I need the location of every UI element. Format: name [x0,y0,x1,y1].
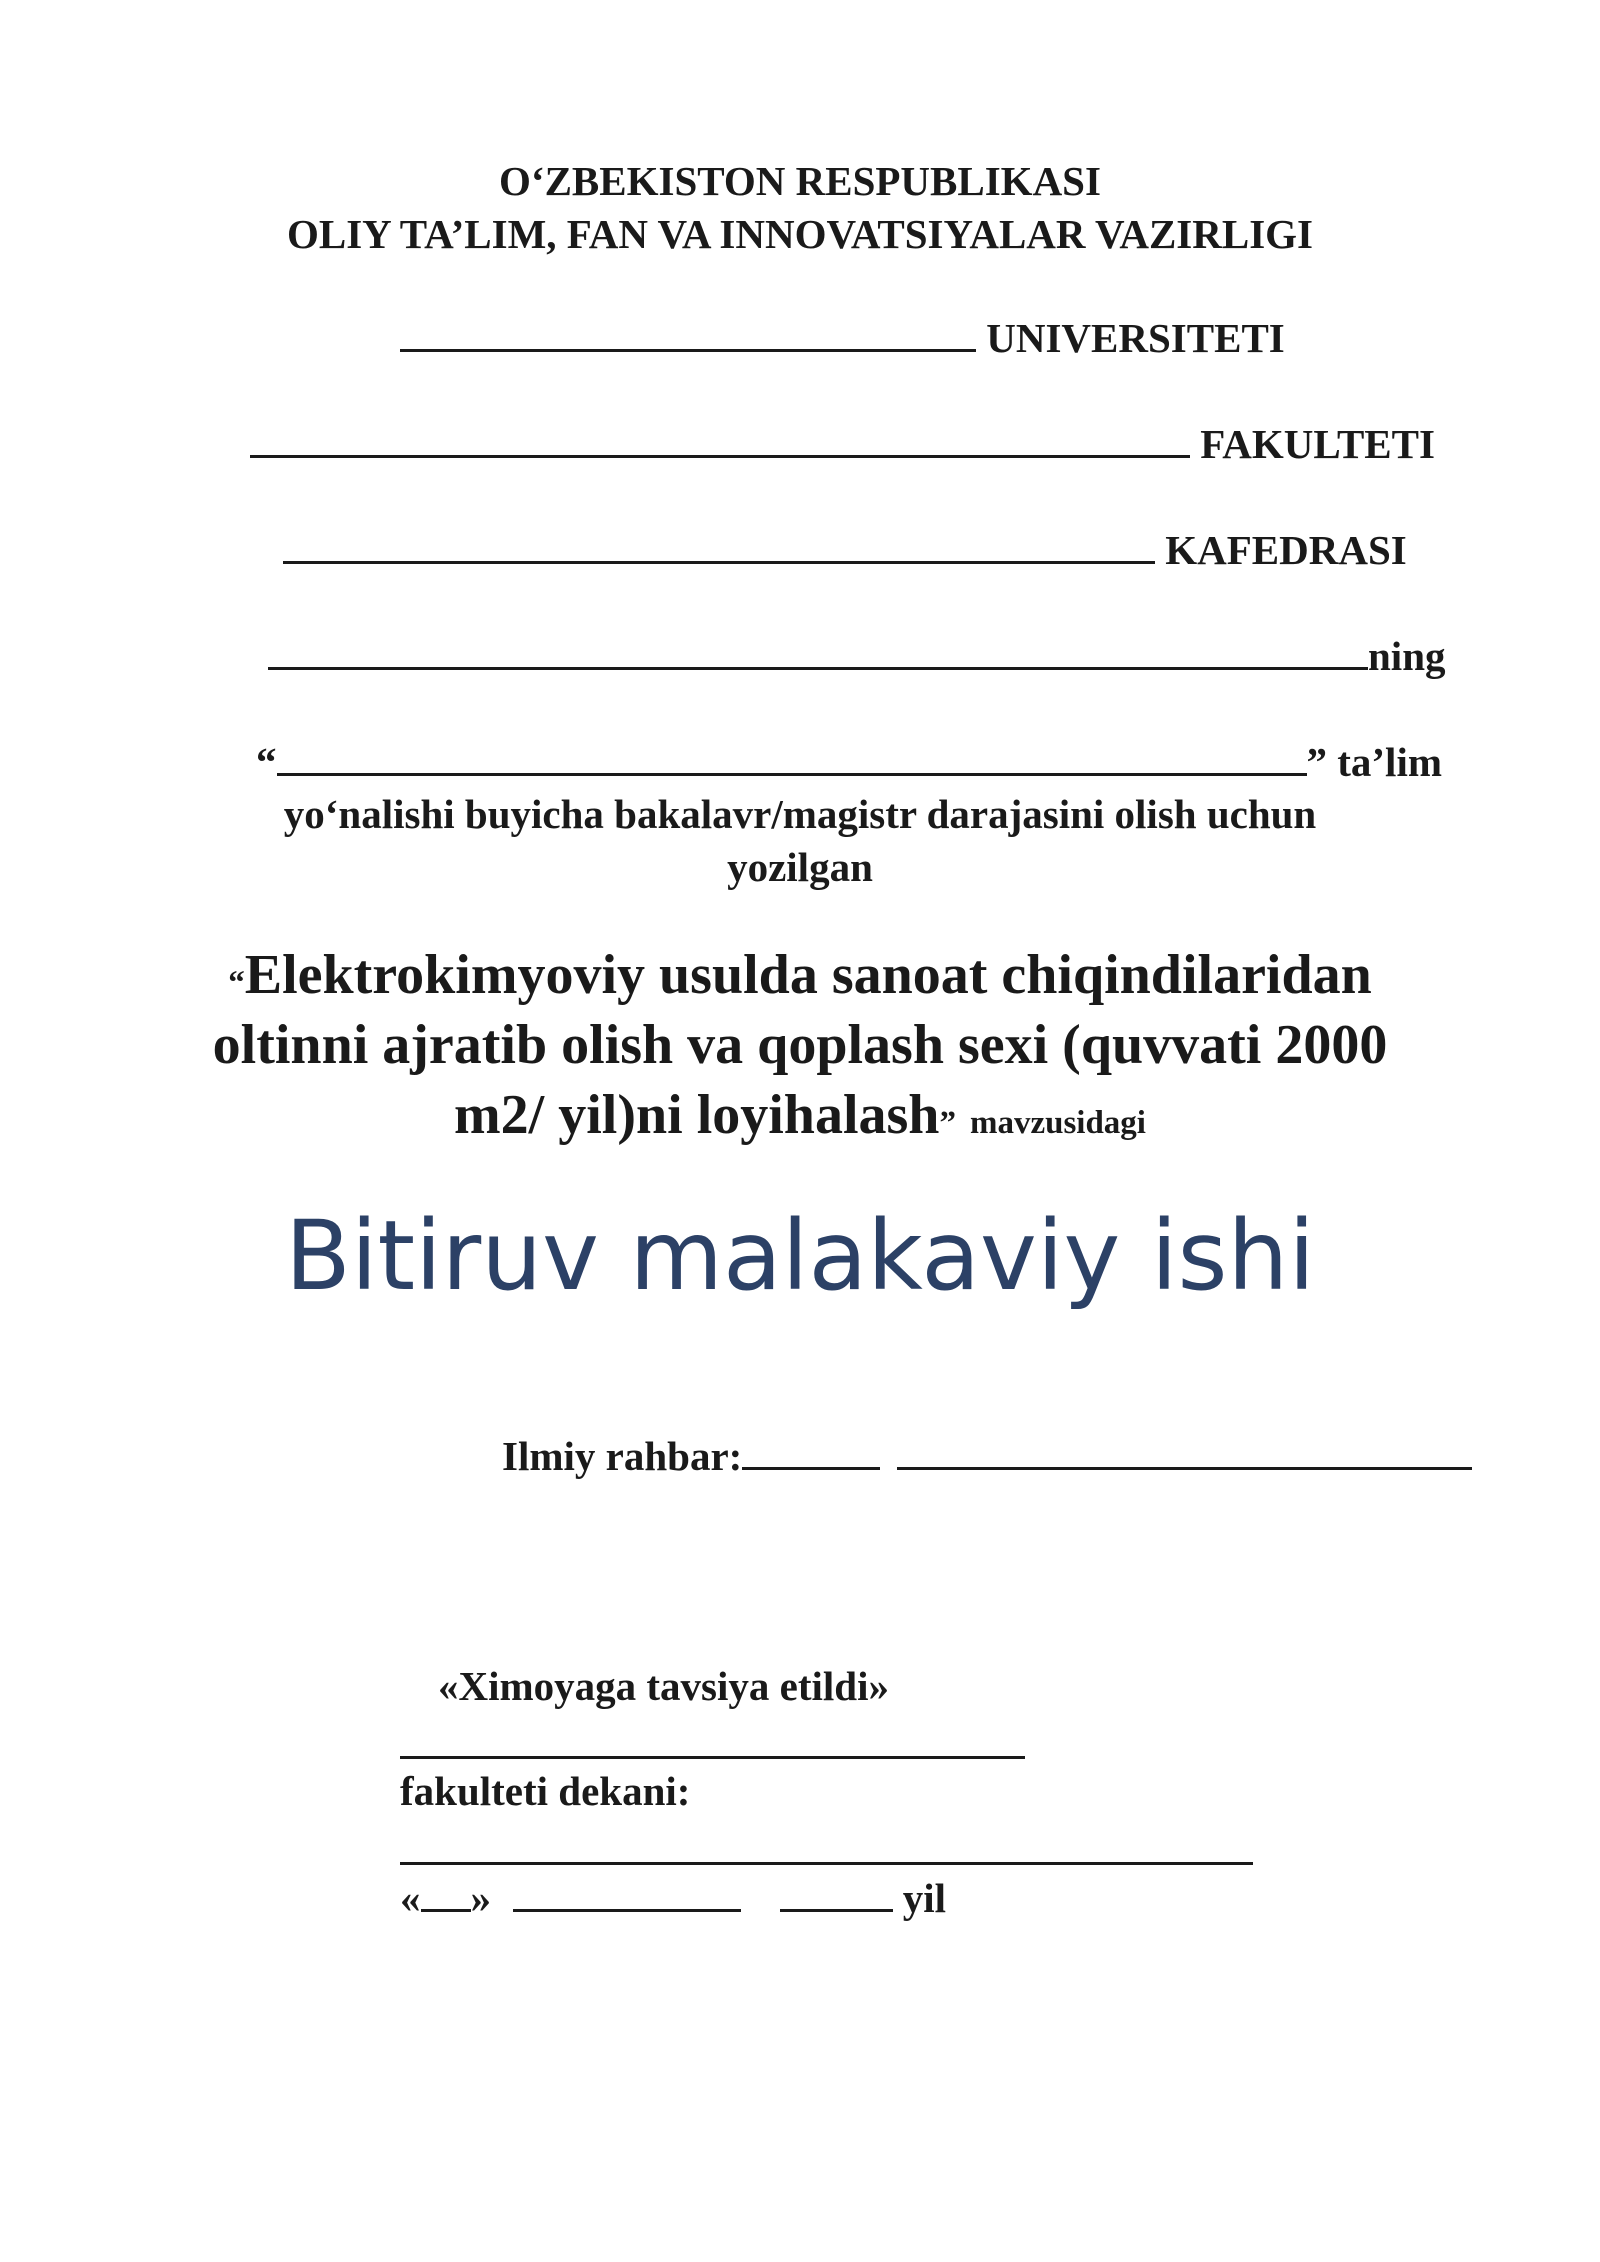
direction-line3: yozilgan [727,844,873,890]
direction-field [256,738,1442,786]
direction-close: ” ta’lim [1306,739,1442,785]
topic-close-quote: ” [939,1105,956,1141]
university-blank [400,319,976,352]
dean-name-blank [400,1862,1253,1865]
year-blank [780,1879,893,1912]
faculty-field [250,420,1435,468]
department-blank [283,531,1155,564]
topic-line2: oltinni ajratib olish va qoplash sexi (quvvati 2000 [212,1014,1388,1076]
topic-line1 [0,940,1600,1018]
student-suffix: ning [1368,633,1446,679]
university-field [400,314,1285,362]
topic-line3 [0,1080,1600,1158]
topic-line1-text: Elektrokimyoviy usulda sanoat chiqindilaridan [244,944,1372,1006]
supervisor-label: Ilmiy rahbar: [502,1433,743,1479]
university-suffix: UNIVERSITETI [986,315,1285,361]
year-suffix: yil [902,1875,947,1921]
document-title: Bitiruv malakaviy ishi [284,1200,1316,1312]
date-close-quote: » [470,1875,491,1921]
supervisor-field [502,1432,1472,1480]
supervisor-blank-long [897,1437,1472,1470]
supervisor-blank-short [742,1437,880,1470]
recommended-text: «Ximoyaga tavsiya etildi» [438,1663,889,1709]
month-blank [513,1879,741,1912]
faculty-blank [250,425,1190,458]
date-field [400,1874,946,1922]
direction-open-quote: “ [256,739,277,785]
dean-label: fakulteti dekani: [400,1768,691,1814]
topic-line3-text: m2/ yil)ni loyihalash [454,1084,940,1146]
department-suffix: KAFEDRASI [1165,527,1407,573]
department-field [283,526,1407,574]
faculty-suffix: FAKULTETI [1200,421,1435,467]
ministry-header-line2: OLIY TA’LIM, FAN VA INNOVATSIYALAR VAZIRLIGI [286,211,1314,257]
direction-line2: yo‘nalishi buyicha bakalavr/magistr darajasini olish uchun [283,791,1317,837]
topic-open-quote: “ [228,965,245,1001]
student-field [268,632,1446,680]
faculty-name-blank [400,1756,1025,1759]
student-blank [268,637,1368,670]
ministry-header-line1: O‘ZBEKISTON RESPUBLIKASI [499,158,1101,204]
topic-suffix: mavzusidagi [969,1105,1146,1141]
day-blank [421,1879,471,1912]
date-open-quote: « [400,1875,421,1921]
direction-blank [277,743,1307,776]
